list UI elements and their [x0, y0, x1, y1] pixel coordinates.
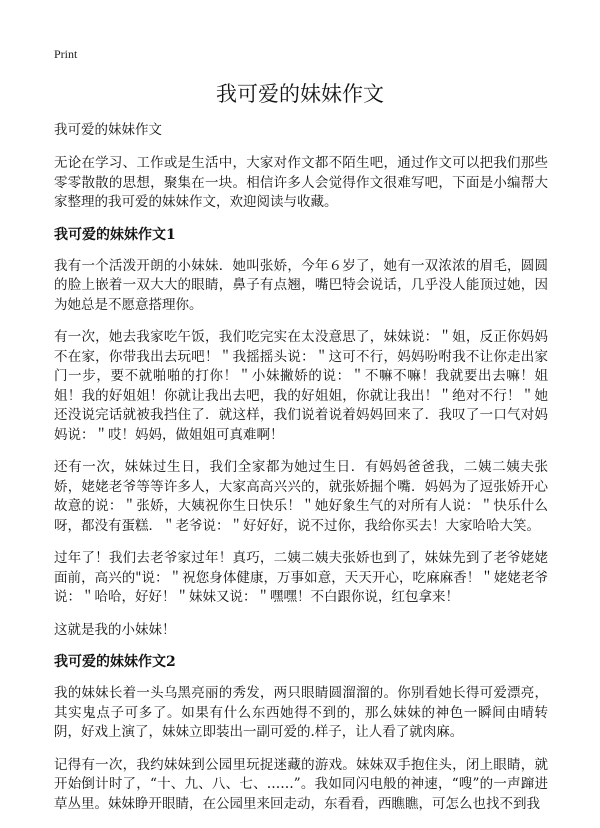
- paragraph: 我有一个活泼开朗的小妹妹．她叫张娇，今年６岁了，她有一双浓浓的眉毛，圆圆的脸上嵌着一双大大的眼睛，鼻子有点翘，嘴巴特会说话，几乎没人能顶过她，因为她总是不愿意搭理你。: [54, 257, 548, 313]
- paragraph: 过年了！我们去老爷家过年！真巧，二姨二姨夫张娇也到了，妹妹先到了老爷姥姥面前，高兴的"说：＂祝您身体健康，万事如意，天天开心，吃麻麻香！＂姥姥老爷说：＂哈哈，好好！＂妹妹又说：＂嘿嘿！不白跟你说，红包拿来！: [54, 550, 548, 605]
- section-heading-1: 我可爱的妹妹作文1: [54, 226, 176, 243]
- paragraph: 这就是我的小妹妹！: [54, 621, 176, 638]
- page-title: 我可爱的妹妹作文: [216, 82, 384, 106]
- paragraph: 有一次，她去我家吃午饭，我们吃完实在太没意思了，妹妹说：＂姐，反正你妈妈不在家，你带我出去玩吧！＂我摇摇头说：＂这可不行，妈妈吩咐我不让你走出家门一步，要不就啪啪的打你！＂小妹撇娇的说：＂不嘛不嘛！我就要出去嘛！姐姐！我的好姐姐！你就让我出去吧，我的好姐姐，你就让我出！＂绝对不行！＂她还没说完话就被我挡住了．就这样，我们说着说着妈妈回来了．我叹了一口气对妈妈说：＂哎！妈妈，做姐姐可真难啊！: [54, 329, 548, 443]
- paragraph: 我的妹妹长着一头乌黑亮丽的秀发，两只眼睛圆溜溜的。你别看她长得可爱漂亮，其实鬼点子可多了。如果有什么东西她得不到的，那么妹妹的神色一瞬间由晴转阴，好戏上演了，妹妹立即装出一副可爱的.样子，让人看了就肉麻。: [54, 685, 548, 740]
- article-body: [54, 121, 548, 827]
- section-heading-2: 我可爱的妹妹作文2: [54, 654, 176, 670]
- article-subtitle: 我可爱的妹妹作文: [54, 122, 162, 138]
- print-label: Print: [54, 47, 78, 61]
- intro-paragraph: 无论在学习、工作或是生活中，大家对作文都不陌生吧，通过作文可以把我们那些零零散散的思想，聚集在一块。相信许多人会觉得作文很难写吧，下面是小编帮大家整理的我可爱的妹妹作文，欢迎阅读与收藏。: [54, 155, 548, 210]
- paragraph: 还有一次，妹妹过生日，我们全家都为她过生日．有妈妈爸爸我，二姨二姨夫张娇，姥姥老爷等等许多人，大家高高兴兴的，就张娇掘个嘴．妈妈为了逗张娇开心故意的说：＂张娇，大姨祝你生日快乐！＂她好象生气的对所有人说：＂快乐什么呀，都没有蛋糕．＂老爷说：＂好好好，说不过你，我给你买去！大家哈哈大笑。: [54, 459, 548, 534]
- paragraph: 记得有一次，我约妹妹到公园里玩捉迷藏的游戏。妹妹双手抱住头，闭上眼睛，就开始倒计时了，“十、九、八、七、……”。我如同闪电般的神速，“嗖”的一声蹿进草丛里。妹妹睁开眼睛，在公园里来回走动，东看看，西瞧瞧，可怎么也找不到我: [54, 756, 548, 812]
